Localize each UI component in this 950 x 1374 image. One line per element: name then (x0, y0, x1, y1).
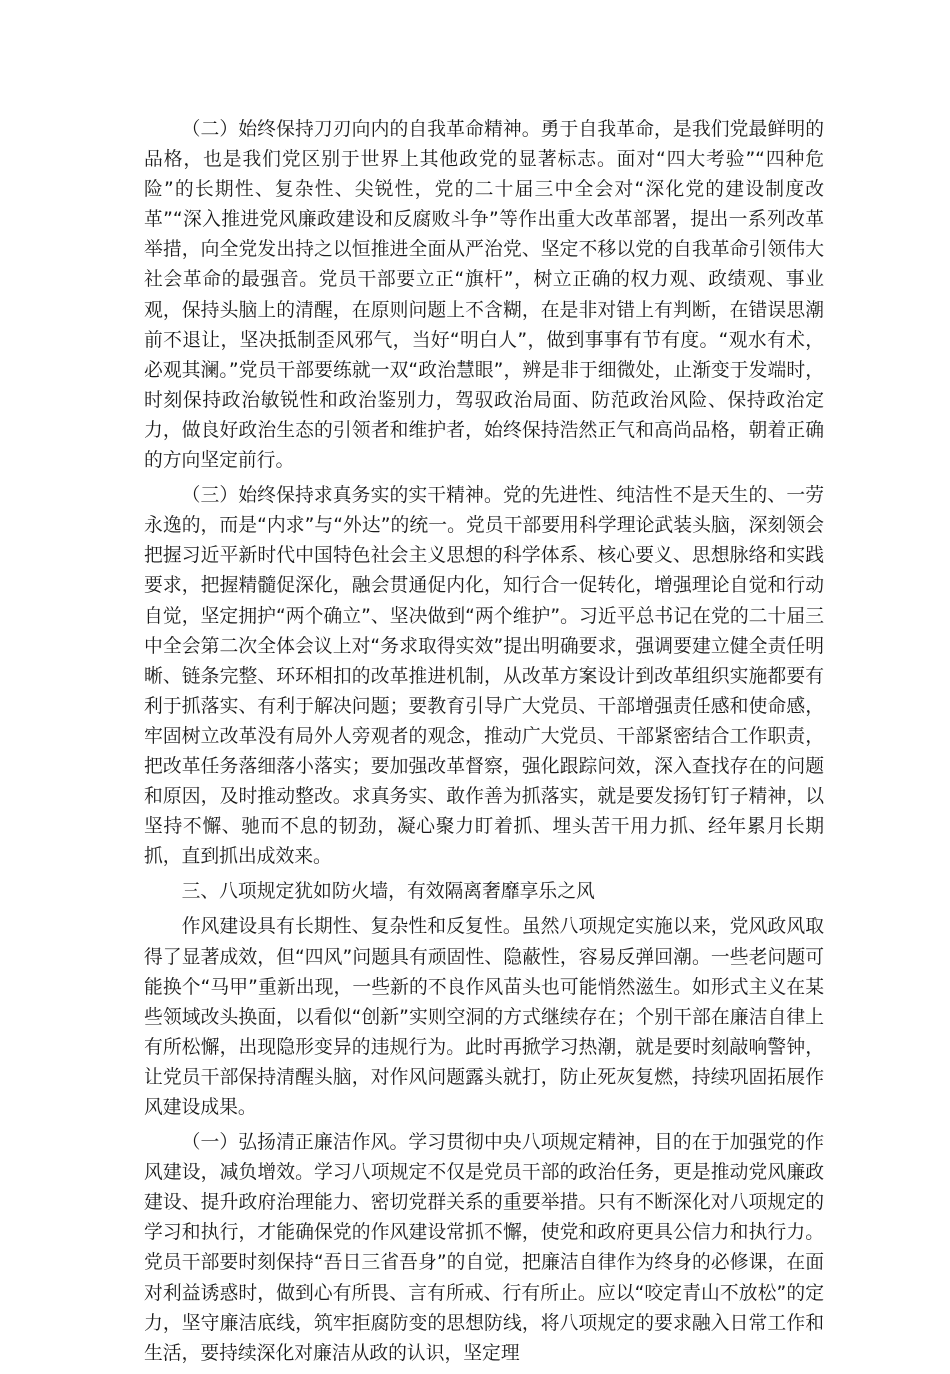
paragraph-section-3: （三）始终保持求真务实的实干精神。党的先进性、纯洁性不是天生的、一劳永逸的，而是“内求”与“外达”的统一。党员干部要用科学理论武装头脑，深刻领会把握习近平新时代中国特色社会主义思想的科学体系、核心要义、思想脉络和实践要求，把握精髓促深化，融会贯通促内化，知行合一促转化，增强理论自觉和行动自觉，坚定拥护“两个确立”、坚决做到“两个维护”。习近平总书记在党的二十届三中全会第二次全体会议上对“务求取得实效”提出明确要求，强调要建立健全责任明晰、链条完整、环环相扣的改革推进机制，从改革方案设计到改革组织实施都要有利于抓落实、有利于解决问题；要教育引导广大党员、干部增强责任感和使命感，牢固树立改革没有局外人旁观者的观念，推动广大党员、干部紧密结合工作职责，把改革任务落细落小落实；要加强改革督察，强化跟踪问效，深入查找存在的问题和原因，及时推动整改。求真务实、敢作善为抓落实，就是要发扬钉钉子精神，以坚持不懈、驰而不息的韧劲，凝心聚力盯着抓、埋头苦干用力抓、经年累月长期抓，直到抓出成效来。 (144, 485, 824, 868)
paragraph-intro: 作风建设具有长期性、复杂性和反复性。虽然八项规定实施以来，党风政风取得了显著成效，但“四风”问题具有顽固性、隐蔽性，容易反弹回潮。一些老问题可能换个“马甲”重新出现，一些新的不良作风苗头也可能悄然滋生。如形式主义在某些领域改头换面，以看似“创新”实则空洞的方式继续存在；个别干部在廉洁自律上有所松懈，出现隐形变异的违规行为。此时再掀学习热潮，就是要时刻敲响警钟，让党员干部保持清醒头脑，对作风问题露头就打，防止死灰复燃，持续巩固拓展作风建设成果。 (144, 916, 824, 1118)
document-page (144, 115, 824, 1374)
section-heading: 三、八项规定犹如防火墙，有效隔离奢靡享乐之风 (181, 881, 595, 903)
paragraph-subsection-1: （一）弘扬清正廉洁作风。学习贯彻中央八项规定精神，目的在于加强党的作风建设，减负增效。学习八项规定不仅是党员干部的政治任务，更是推动党风廉政建设、提升政府治理能力、密切党群关系的重要举措。只有不断深化对八项规定的学习和执行，才能确保党的作风建设常抓不懈，使党和政府更具公信力和执行力。党员干部要时刻保持“吾日三省吾身”的自觉，把廉洁自律作为终身的必修课，在面对利益诱惑时，做到心有所畏、言有所戒、行有所止。应以“咬定青山不放松”的定力，坚守廉洁底线，筑牢拒腐防变的思想防线，将八项规定的要求融入日常工作和生活，要持续深化对廉洁从政的认识，坚定理 (144, 1132, 824, 1364)
paragraph-section-2: （二）始终保持刀刃向内的自我革命精神。勇于自我革命，是我们党最鲜明的品格，也是我们党区别于世界上其他政党的显著标志。面对“四大考验”“四种危险”的长期性、复杂性、尖锐性，党的二十届三中全会对“深化党的建设制度改革”“深入推进党风廉政建设和反腐败斗争”等作出重大改革部署，提出一系列改革举措，向全党发出持之以恒推进全面从严治党、坚定不移以党的自我革命引领伟大社会革命的最强音。党员干部要立正“旗杆”，树立正确的权力观、政绩观、事业观，保持头脑上的清醒，在原则问题上不含糊，在是非对错上有判断，在错误思潮前不退让，坚决抵制歪风邪气，当好“明白人”，做到事事有节有度。“观水有术，必观其澜。”党员干部要练就一双“政治慧眼”，辨是非于细微处，止渐变于发端时，时刻保持政治敏锐性和政治鉴别力，驾驭政治局面、防范政治风险、保持政治定力，做良好政治生态的引领者和维护者，始终保持浩然正气和高尚品格，朝着正确的方向坚定前行。 (144, 119, 824, 472)
